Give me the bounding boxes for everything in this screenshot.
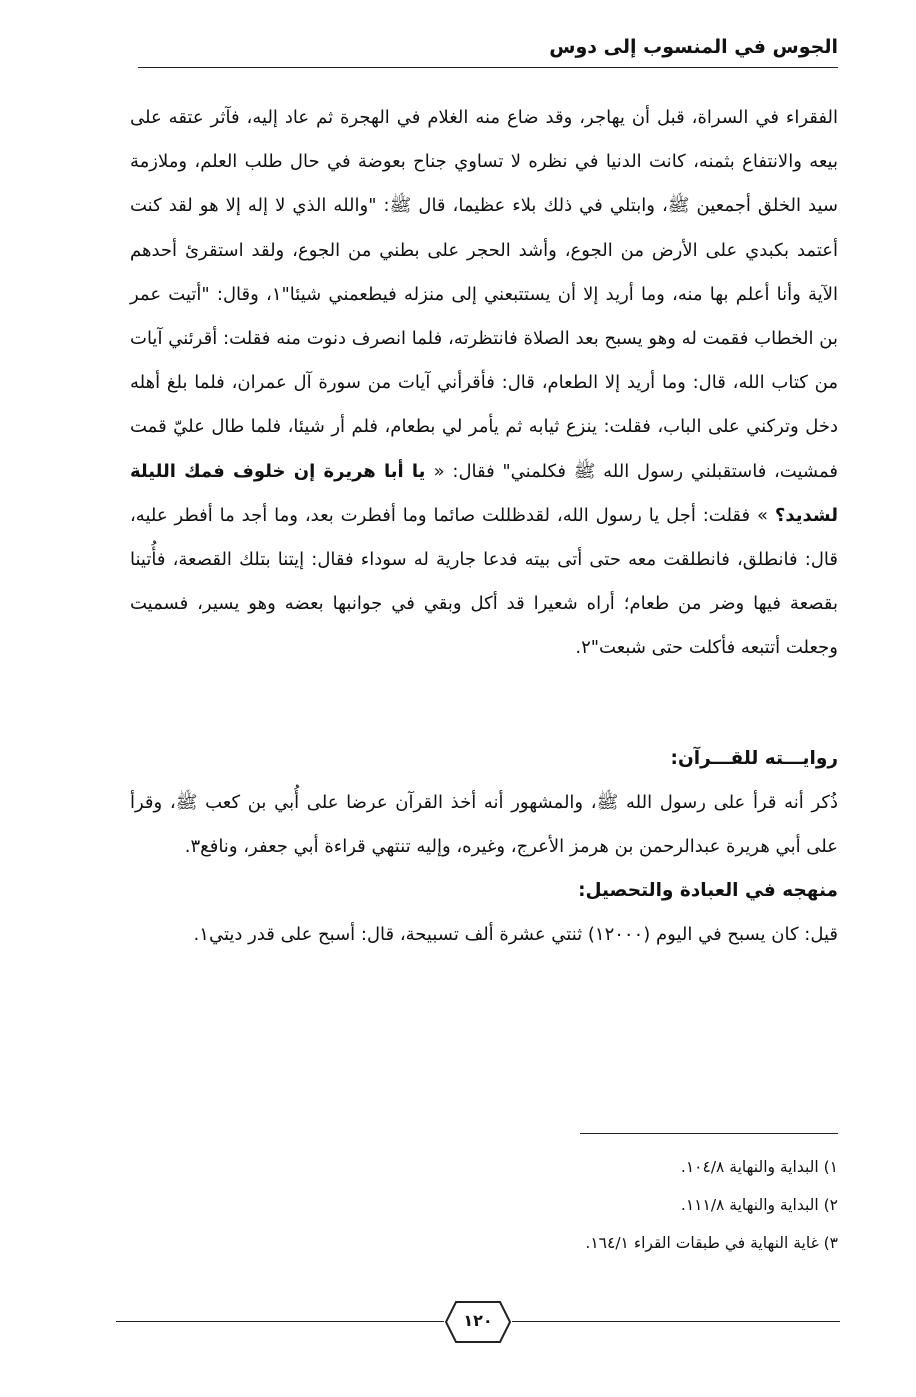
paragraph-worship-method: قيل: كان يسبح في اليوم (١٢٠٠٠) ثنتي عشرة ألف تسبيحة، قال: أسبح على قدر ديتي١. — [193, 924, 838, 946]
running-header — [138, 30, 838, 70]
footnote-separator — [580, 1133, 838, 1134]
section-title-quran-narration: روايـــته للقـــرآن: — [670, 747, 838, 769]
paragraph-narration — [130, 96, 838, 671]
header-rule — [138, 67, 838, 68]
paragraph-narration-continued: » فقلت: أجل يا رسول الله، لقدظللت صائما وما أفطرت بعد، وما أجد ما أفطر عليه، قال: فانطلق، فانطلقت معه حتى أتى بيته فدعا جارية له سوداء فقال: إيتنا بتلك القصعة، فأُتينا بقصعة فيها وضر من طعام؛ أراه شعيرا قد أكل وبقي في جوانبها بعضه وهو يسير، فسميت وجعلت أتتبعه فأكلت حتى شبعت"٢. — [130, 504, 838, 659]
main-text — [130, 96, 838, 958]
footnote-2: ٢) البداية والنهاية ١١١/٨. — [680, 1196, 838, 1214]
footnotes — [585, 1148, 838, 1262]
footer-rule-right — [512, 1321, 840, 1322]
hadith-quote-bold: يا أبا هريرة إن خلوف فمك الليلة لشديد؟ — [130, 460, 838, 526]
header-title: الجوس في المنسوب إلى دوس — [549, 36, 838, 58]
paragraph-quran-narration: ذُكر أنه قرأ على رسول الله ﷺ، والمشهور أنه أخذ القرآن عرضا على أُبي بن كعب ﷺ، وقرأ على أبي هريرة عبدالرحمن بن هرمز الأعرج، وغيره، وإليه تنتهي قراءة أبي جعفر، ونافع٣. — [130, 791, 838, 858]
section-gap — [130, 671, 838, 737]
page-number: ١٢٠ — [463, 1311, 493, 1330]
footnote-1: ١) البداية والنهاية ١٠٤/٨. — [680, 1158, 838, 1176]
section-title-worship-method: منهجه في العبادة والتحصيل: — [578, 880, 838, 902]
page-footer — [116, 1300, 840, 1344]
footnote-3: ٣) غاية النهاية في طبقات القراء ١٦٤/١. — [585, 1234, 838, 1252]
paragraph-narration-text: الفقراء في السراة، قبل أن يهاجر، وقد ضاع منه الغلام في الهجرة ثم عاد إليه، فآثر عتقه على بيعه والانتفاع بثمنه، كانت الدنيا في نظره لا تساوي جناح بعوضة في حال طلب العلم، وملازمة سيد الخلق أجمعين ﷺ، وابتلي في ذلك بلاء عظيما، قال ﷺ: "والله الذي لا إله إلا هو لقد كنت أعتمد بكبدي على الأرض من الجوع، وأشد الحجر على بطني من الجوع، ولقد استقرئ أحدهم الآية وأنا أعلم بها منه، وما أريد إلا أن يستتبعني إلى منزله فيطعمني شيئا"١، وقال: "أتيت عمر بن الخطاب فقمت له وهو يسبح بعد الصلاة فانتظرته، فلما انصرف دنوت منه فقلت: أقرئني آيات من كتاب الله، قال: وما أريد إلا الطعام، قال: فأقرأني آيات من سورة آل عمران، فلما بلغ أهله دخل وتركني على الباب، فقلت: ينزع ثيابه ثم يأمر لي بطعام، فلم أر شيئا، فلما طال عليّ قمت فمشيت، فاستقبلني رسول الله ﷺ فكلمني" فقال: « — [130, 107, 838, 482]
footer-rule-left — [116, 1321, 444, 1322]
page-number-badge — [444, 1300, 512, 1344]
